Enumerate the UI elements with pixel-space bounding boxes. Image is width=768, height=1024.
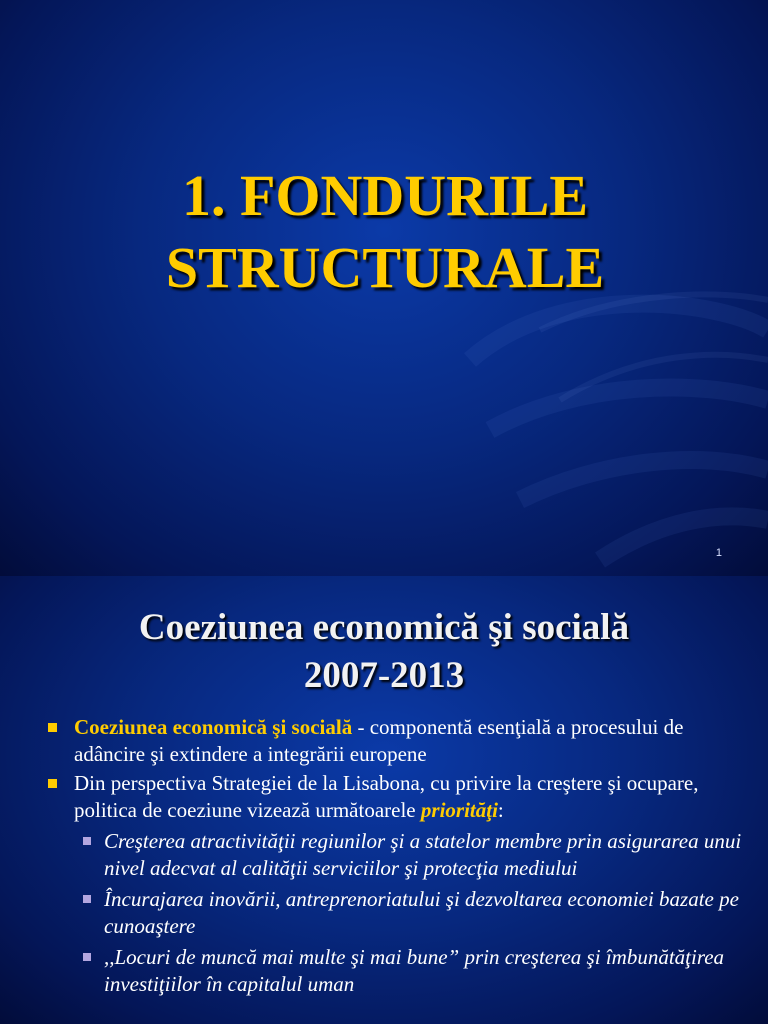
slide-2-title [40,604,728,700]
bullet-item [46,714,746,768]
bullet-suffix: : [497,798,504,822]
slide-2-content [46,714,746,1002]
bullet-text: - componentă esenţială a procesului de adâncire şi extindere a integrării europene [74,715,684,766]
square-bullet-icon [48,723,57,732]
slide-1-title-line-2: STRUCTURALE [165,235,605,300]
bullet-item [46,770,746,824]
small-square-bullet-icon [83,895,91,903]
small-square-bullet-icon [83,953,91,961]
slide-1-title-line-1: 1. FONDURILE [181,163,589,228]
slide-2-title-line-2: 2007-2013 [303,655,465,696]
sub-bullet-item [46,944,746,998]
small-square-bullet-icon [83,837,91,845]
page-number: 1 [715,547,722,559]
bullet-emphasis: priorităţi [420,798,498,822]
slide-2-title-line-1: Coeziunea economică şi socială [138,607,630,648]
bullet-text: Din perspectiva Strategiei de la Lisabona, cu privire la creştere şi ocupare, politica de coeziune vizează următoarele [74,771,699,822]
sub-bullet-text: Încurajarea inovării, antreprenoriatului şi dezvoltarea economiei bazate pe cunoaştere [104,887,739,938]
sub-bullet-text: Creşterea atractivităţii regiunilor şi a statelor membre prin asigurarea unui nivel adecvat al calităţii serviciilor şi protecţia mediului [104,829,742,880]
square-bullet-icon [48,779,57,788]
slide-1-title [40,160,730,304]
bullet-highlight: Coeziunea economică şi socială [74,715,353,739]
sub-bullet-item [46,886,746,940]
sub-bullet-text: ,,Locuri de muncă mai multe şi mai bune” prin creşterea şi îmbunătăţirea investiţiilor în capitalul uman [104,945,725,996]
sub-bullet-item [46,828,746,882]
